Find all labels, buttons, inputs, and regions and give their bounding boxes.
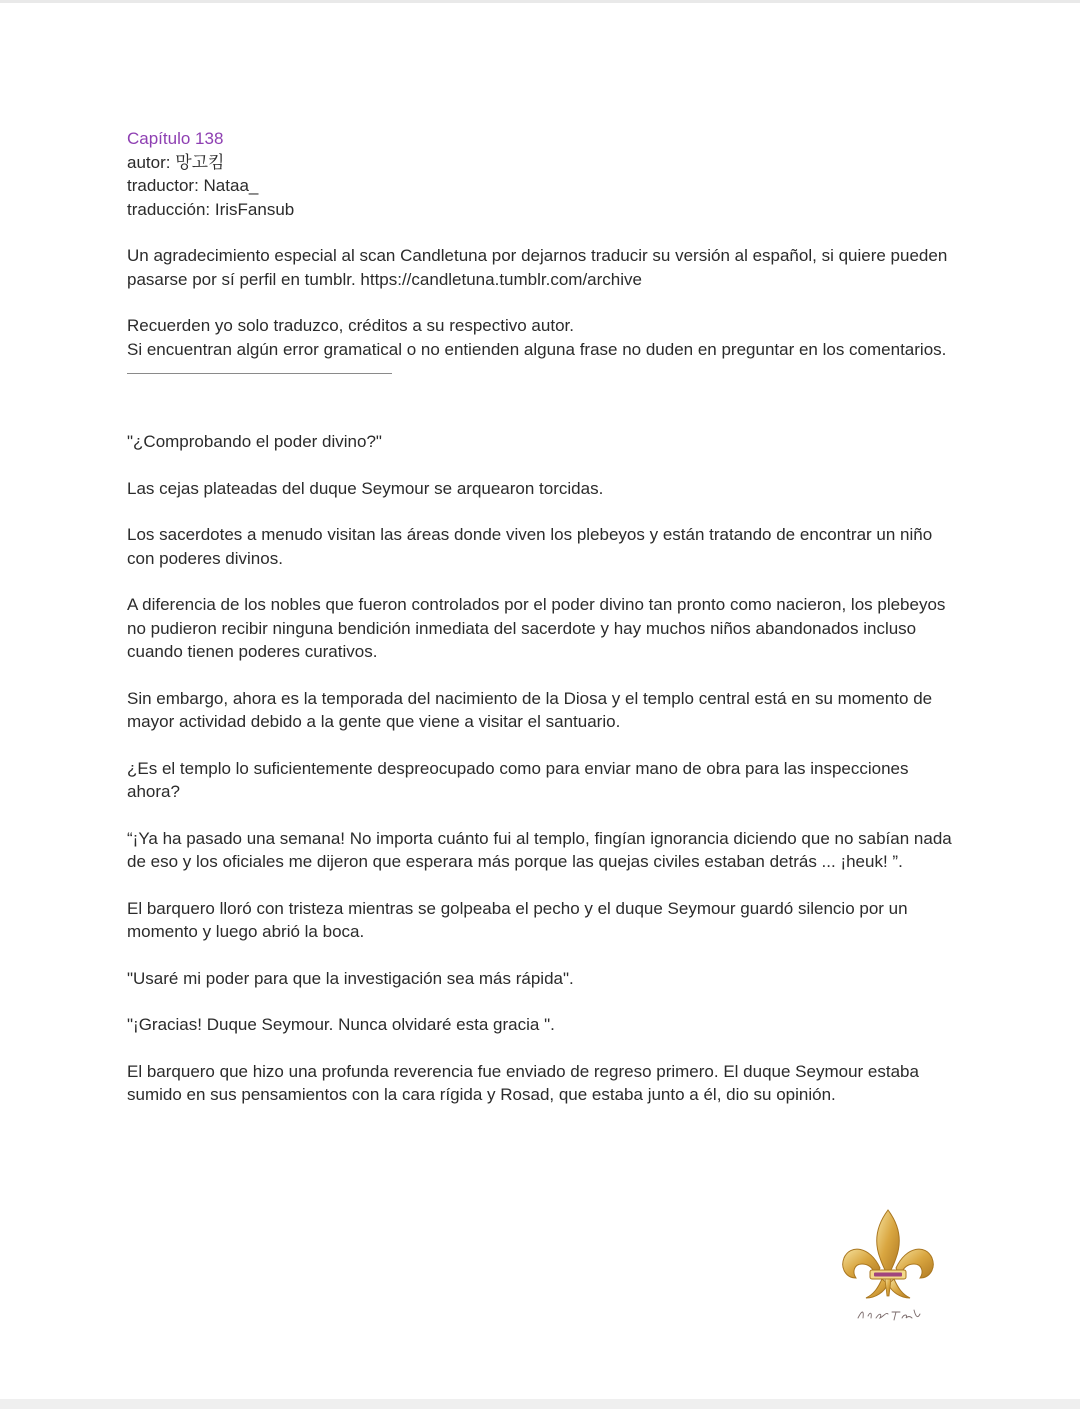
error-report-line: Si encuentran algún error gramatical o no entienden alguna frase no duden en preguntar en los comentarios.: [127, 339, 947, 359]
chapter-header: [127, 127, 957, 221]
document-body: [127, 127, 957, 1130]
page-top-edge: [0, 0, 1080, 3]
story-paragraph: A diferencia de los nobles que fueron controlados por el poder divino tan pronto como nacieron, los plebeyos no pudieron recibir ninguna bendición inmediata del sacerdote y hay muchos niños abandonados incluso cuando tienen poderes curativos.: [127, 595, 946, 661]
thanks-note: Un agradecimiento especial al scan Candletuna por dejarnos traducir su versión al español, si quiere pueden pasarse por sí perfil en tumblr. https://candletuna.tumblr.com/archive: [127, 246, 948, 289]
credits-note: [127, 314, 957, 361]
story-paragraph: El barquero lloró con tristeza mientras se golpeaba el pecho y el duque Seymour guardó silencio por un momento y luego abrió la boca.: [127, 898, 908, 941]
author-line: autor: 망고킴: [127, 152, 225, 172]
translator-line: traductor: Nataa_: [127, 176, 259, 195]
story-paragraph: Sin embargo, ahora es la temporada del nacimiento de la Diosa y el templo central está en su momento de mayor actividad debido a la gente que viene a visitar el santuario.: [127, 688, 933, 731]
story-paragraph: Las cejas plateadas del duque Seymour se arquearon torcidas.: [127, 478, 604, 498]
story-paragraph: "Usaré mi poder para que la investigación sea más rápida".: [127, 968, 574, 988]
iris-fansub-logo: [836, 1206, 940, 1324]
page-bottom-edge: [0, 1399, 1080, 1409]
credits-line: Recuerden yo solo traduzco, créditos a su respectivo autor.: [127, 316, 574, 335]
story-paragraph: “¡Ya ha pasado una semana! No importa cuánto fui al templo, fingían ignorancia diciendo que no sabían nada de eso y los oficiales me dijeron que esperara más porque las quejas civiles estaban detrás ... ¡heuk! ”.: [127, 828, 952, 871]
story-paragraph: El barquero que hizo una profunda reverencia fue enviado de regreso primero. El duque Seymour estaba sumido en sus pensamientos con la cara rígida y Rosad, que estaba junto a él, dio su opinión.: [127, 1061, 919, 1104]
chapter-title: Capítulo 138: [127, 129, 224, 148]
story-paragraph: "¿Comprobando el poder divino?": [127, 432, 382, 451]
story-paragraph: "¡Gracias! Duque Seymour. Nunca olvidaré esta gracia ".: [127, 1015, 555, 1034]
translation-group-line: traducción: IrisFansub: [127, 199, 295, 219]
section-divider: [127, 373, 392, 374]
story-paragraph: ¿Es el templo lo suficientemente despreocupado como para enviar mano de obra para las inspecciones ahora?: [127, 758, 909, 801]
fleur-de-lis-icon: [836, 1206, 940, 1324]
story-paragraph: Los sacerdotes a menudo visitan las áreas donde viven los plebeyos y están tratando de encontrar un niño con poderes divinos.: [127, 525, 933, 568]
